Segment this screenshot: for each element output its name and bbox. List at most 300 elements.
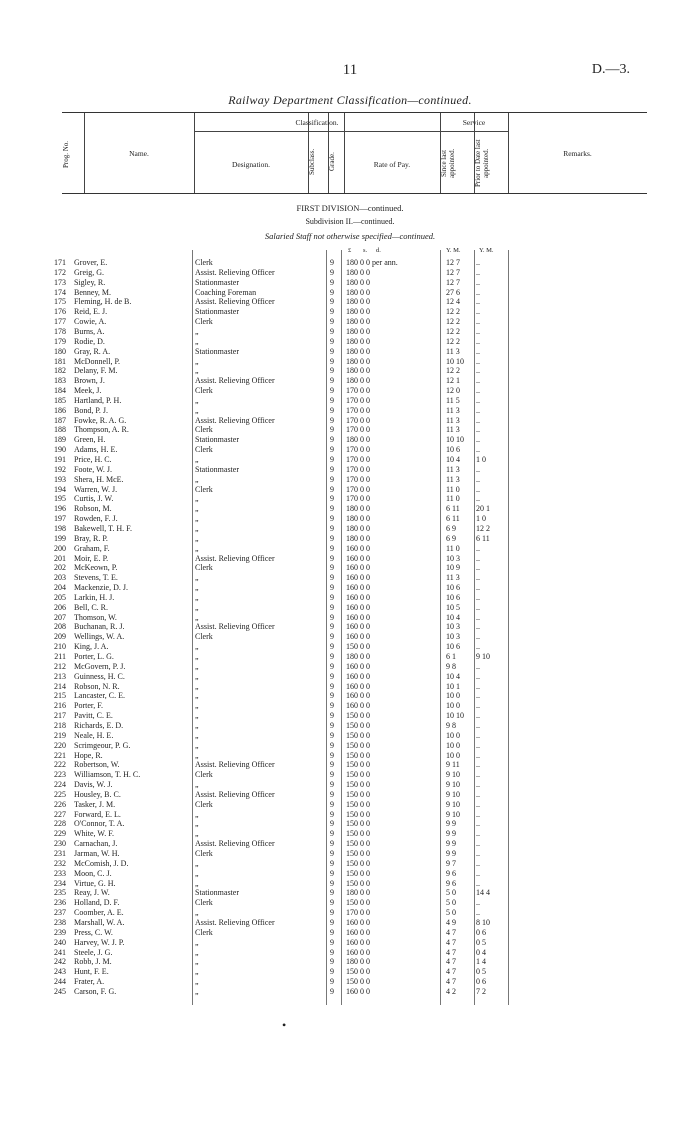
subclass-cell: 9 <box>330 642 334 652</box>
rate-of-pay-cell: 150 0 0 <box>346 642 370 652</box>
rate-of-pay-cell: 180 0 0 <box>346 366 370 376</box>
prior-to-date-cell: 7 2 <box>476 986 486 996</box>
header-prior-to-date: Prior to Date last appointed. <box>474 139 490 187</box>
prog-no-cell: 193 <box>54 474 66 484</box>
name-cell: Hartland, P. H. <box>74 395 122 405</box>
prog-no-cell: 207 <box>54 612 66 622</box>
prior-to-date-cell: .. <box>476 849 480 858</box>
subclass-cell: 9 <box>330 868 334 878</box>
rate-of-pay-cell: 170 0 0 <box>346 455 370 464</box>
unit-pounds: £ <box>348 247 352 254</box>
prog-no-cell: 173 <box>54 277 66 287</box>
prog-no-cell: 231 <box>54 849 66 858</box>
prior-to-date-cell: .. <box>476 612 480 622</box>
table-row <box>0 622 700 632</box>
table-row <box>0 632 700 642</box>
prog-no-cell: 199 <box>54 533 66 543</box>
since-last-cell: 9 10 <box>446 780 460 790</box>
name-cell: Burns, A. <box>74 326 105 336</box>
subclass-cell: 9 <box>330 760 334 770</box>
since-last-cell: 9 10 <box>446 809 460 819</box>
prior-to-date-cell: .. <box>476 464 480 474</box>
name-cell: Fleming, H. de B. <box>74 297 132 307</box>
designation-cell: „ <box>195 819 199 829</box>
since-last-cell: 4 7 <box>446 957 456 967</box>
rate-of-pay-cell: 180 0 0 <box>346 297 370 307</box>
table-row <box>0 494 700 504</box>
prog-no-cell: 171 <box>54 258 66 267</box>
prior-to-date-cell: .. <box>476 386 480 396</box>
page-number: 11 <box>342 62 358 78</box>
header-designation: Designation. <box>231 160 271 169</box>
subclass-cell: 9 <box>330 573 334 583</box>
since-last-cell: 12 2 <box>446 326 460 336</box>
rate-of-pay-cell: 180 0 0 <box>346 326 370 336</box>
since-last-cell: 11 0 <box>446 494 460 504</box>
subclass-cell: 9 <box>330 415 334 425</box>
subclass-cell: 9 <box>330 543 334 553</box>
subclass-cell: 9 <box>330 592 334 602</box>
designation-cell: „ <box>195 809 199 819</box>
designation-cell: Assist. Relieving Officer <box>195 760 275 770</box>
designation-cell: „ <box>195 395 199 405</box>
since-last-cell: 11 3 <box>446 405 460 415</box>
prior-to-date-cell: .. <box>476 711 480 721</box>
rate-of-pay-cell: 170 0 0 <box>346 415 370 425</box>
designation-cell: „ <box>195 356 199 366</box>
prior-to-date-cell: .. <box>476 277 480 287</box>
subclass-cell: 9 <box>330 484 334 494</box>
name-cell: Press, C. W. <box>74 927 113 937</box>
prior-to-date-cell: .. <box>476 642 480 652</box>
designation-cell: Clerk <box>195 484 213 494</box>
name-cell: Reid, E. J. <box>74 307 108 317</box>
rate-of-pay-cell: 160 0 0 <box>346 573 370 583</box>
rate-of-pay-cell: 150 0 0 <box>346 819 370 829</box>
prior-to-date-cell: .. <box>476 287 480 297</box>
designation-cell: „ <box>195 720 199 730</box>
since-last-cell: 10 10 <box>446 356 464 366</box>
table-row <box>0 514 700 524</box>
rate-of-pay-cell: 150 0 0 <box>346 789 370 799</box>
table-row <box>0 839 700 849</box>
table-row <box>0 396 700 406</box>
since-last-cell: 11 3 <box>446 346 460 356</box>
rate-of-pay-cell: 150 0 0 <box>346 740 370 750</box>
header-prog-no: Prog. No. <box>62 140 70 168</box>
prior-to-date-cell: .. <box>476 592 480 602</box>
since-last-cell: 6 9 <box>446 523 456 533</box>
rate-of-pay-cell: 150 0 0 <box>346 760 370 770</box>
prog-no-cell: 229 <box>54 829 66 839</box>
subclass-cell: 9 <box>330 405 334 415</box>
prior-to-date-cell: .. <box>476 701 480 711</box>
prior-to-date-cell: .. <box>476 445 480 455</box>
prior-to-date-cell: .. <box>476 326 480 336</box>
name-cell: Neale, H. E. <box>74 730 114 740</box>
since-last-cell: 4 7 <box>446 967 456 977</box>
subclass-cell: 9 <box>330 326 334 336</box>
since-last-cell: 12 2 <box>446 307 460 317</box>
unit-shillings: s. <box>363 247 368 254</box>
subclass-cell: 9 <box>330 780 334 790</box>
since-last-cell: 10 1 <box>446 681 460 691</box>
name-cell: Guinness, H. C. <box>74 671 125 681</box>
rate-of-pay-cell: 180 0 0 <box>346 514 370 524</box>
rate-of-pay-cell: 180 0 0 <box>346 356 370 366</box>
subclass-cell: 9 <box>330 287 334 297</box>
name-cell: Rodie, D. <box>74 336 105 346</box>
table-row <box>0 760 700 770</box>
prior-to-date-cell: 9 10 <box>476 652 490 661</box>
designation-cell: „ <box>195 592 199 602</box>
since-last-cell: 10 3 <box>446 632 460 642</box>
table-row <box>0 366 700 376</box>
table-row <box>0 288 700 298</box>
unit-ym-since: Y. M. <box>446 247 461 254</box>
table-row <box>0 731 700 741</box>
prog-no-cell: 212 <box>54 661 66 671</box>
since-last-cell: 9 10 <box>446 770 460 780</box>
prior-to-date-cell: .. <box>476 297 480 307</box>
prog-no-cell: 211 <box>54 652 66 661</box>
prog-no-cell: 221 <box>54 750 66 760</box>
subclass-cell: 9 <box>330 661 334 671</box>
rate-of-pay-cell: 150 0 0 <box>346 977 370 987</box>
prog-no-cell: 209 <box>54 632 66 642</box>
rate-of-pay-cell: 160 0 0 <box>346 543 370 553</box>
rate-of-pay-cell: 180 0 0 <box>346 523 370 533</box>
designation-cell: „ <box>195 336 199 346</box>
prog-no-cell: 184 <box>54 386 66 396</box>
rate-of-pay-cell: 150 0 0 <box>346 898 370 908</box>
table-row <box>0 376 700 386</box>
name-cell: Hope, R. <box>74 750 103 760</box>
rate-of-pay-cell: 170 0 0 <box>346 445 370 455</box>
table-row <box>0 859 700 869</box>
designation-cell: „ <box>195 642 199 652</box>
table-row <box>0 337 700 347</box>
prior-to-date-cell: .. <box>476 661 480 671</box>
prog-no-cell: 217 <box>54 711 66 721</box>
rate-of-pay-cell: 160 0 0 <box>346 927 370 937</box>
rate-of-pay-cell: 150 0 0 <box>346 720 370 730</box>
prior-to-date-cell: .. <box>476 435 480 445</box>
prog-no-cell: 179 <box>54 336 66 346</box>
designation-cell: „ <box>195 780 199 790</box>
since-last-cell: 9 10 <box>446 789 460 799</box>
name-cell: King, J. A. <box>74 642 109 652</box>
prior-to-date-cell: .. <box>476 543 480 553</box>
rate-of-pay-cell: 180 0 0 <box>346 652 370 661</box>
subclass-cell: 9 <box>330 622 334 632</box>
table-row <box>0 603 700 613</box>
table-header <box>62 112 647 194</box>
since-last-cell: 10 6 <box>446 592 460 602</box>
prior-to-date-cell: .. <box>476 799 480 809</box>
prior-to-date-cell: .. <box>476 720 480 730</box>
prog-no-cell: 220 <box>54 740 66 750</box>
designation-cell: Assist. Relieving Officer <box>195 376 275 386</box>
subclass-cell: 9 <box>330 789 334 799</box>
designation-cell: „ <box>195 937 199 947</box>
prior-to-date-cell: .. <box>476 346 480 356</box>
subclass-cell: 9 <box>330 750 334 760</box>
name-cell: Green, H. <box>74 435 106 445</box>
prog-no-cell: 198 <box>54 523 66 533</box>
table-row <box>0 662 700 672</box>
table-row <box>0 751 700 761</box>
prog-no-cell: 224 <box>54 780 66 790</box>
table-row <box>0 928 700 938</box>
prior-to-date-cell: .. <box>476 632 480 642</box>
name-cell: Foote, W. J. <box>74 464 113 474</box>
prog-no-cell: 223 <box>54 770 66 780</box>
subclass-cell: 9 <box>330 297 334 307</box>
name-cell: McGovern, P. J. <box>74 661 126 671</box>
subclass-cell: 9 <box>330 908 334 918</box>
name-cell: Scrimgeour, P. G. <box>74 740 131 750</box>
subclass-cell: 9 <box>330 346 334 356</box>
subclass-cell: 9 <box>330 701 334 711</box>
subclass-cell: 9 <box>330 445 334 455</box>
rate-of-pay-cell: 150 0 0 <box>346 839 370 849</box>
prog-no-cell: 233 <box>54 868 66 878</box>
page-title: Railway Department Classification—continued. <box>228 93 472 107</box>
rate-of-pay-cell: 180 0 0 <box>346 336 370 346</box>
prog-no-cell: 204 <box>54 583 66 593</box>
name-cell: McComish, J. D. <box>74 858 129 868</box>
table-row <box>0 780 700 790</box>
table-row <box>0 967 700 977</box>
designation-cell: Assist. Relieving Officer <box>195 267 275 277</box>
rate-of-pay-cell: 150 0 0 <box>346 829 370 839</box>
rate-of-pay-cell: 150 0 0 <box>346 730 370 740</box>
unit-ym-prior: Y. M. <box>479 247 494 254</box>
designation-cell: Clerk <box>195 258 213 267</box>
rate-of-pay-cell: 180 0 0 <box>346 346 370 356</box>
table-row <box>0 642 700 652</box>
name-cell: Lancaster, C. E. <box>74 691 125 701</box>
prior-to-date-cell: .. <box>476 829 480 839</box>
rate-of-pay-cell: 180 0 0 <box>346 307 370 317</box>
table-row <box>0 957 700 967</box>
prog-no-cell: 215 <box>54 691 66 701</box>
rate-of-pay-cell: 160 0 0 <box>346 691 370 701</box>
prog-no-cell: 191 <box>54 455 66 464</box>
table-row <box>0 977 700 987</box>
rate-of-pay-cell: 160 0 0 <box>346 592 370 602</box>
since-last-cell: 5 0 <box>446 888 456 898</box>
prog-no-cell: 238 <box>54 917 66 927</box>
name-cell: Steele, J. G. <box>74 947 113 957</box>
prior-to-date-cell: .. <box>476 671 480 681</box>
prog-no-cell: 214 <box>54 681 66 691</box>
table-row <box>0 475 700 485</box>
since-last-cell: 11 3 <box>446 474 460 484</box>
rate-of-pay-cell: 160 0 0 <box>346 661 370 671</box>
designation-cell: „ <box>195 691 199 701</box>
designation-cell: „ <box>195 514 199 524</box>
prog-no-cell: 201 <box>54 553 66 563</box>
name-cell: Pavitt, C. E. <box>74 711 113 721</box>
name-cell: Forward, E. L. <box>74 809 121 819</box>
designation-cell: Stationmaster <box>195 435 239 445</box>
since-last-cell: 10 6 <box>446 642 460 652</box>
since-last-cell: 10 3 <box>446 622 460 632</box>
subclass-cell: 9 <box>330 602 334 612</box>
rate-of-pay-cell: 160 0 0 <box>346 632 370 642</box>
designation-cell: Clerk <box>195 898 213 908</box>
table-row <box>0 869 700 879</box>
designation-cell: „ <box>195 573 199 583</box>
table-row <box>0 819 700 829</box>
subclass-cell: 9 <box>330 809 334 819</box>
rate-of-pay-cell: 180 0 0 <box>346 376 370 386</box>
subclass-cell: 9 <box>330 849 334 858</box>
rate-of-pay-cell: 160 0 0 <box>346 622 370 632</box>
page-reference: D.—3. <box>591 62 630 77</box>
rate-of-pay-cell: 180 0 0 <box>346 287 370 297</box>
rate-of-pay-cell: 180 0 0 <box>346 277 370 287</box>
table-row <box>0 278 700 288</box>
prog-no-cell: 219 <box>54 730 66 740</box>
subclass-cell: 9 <box>330 888 334 898</box>
designation-cell: „ <box>195 523 199 533</box>
table-row <box>0 445 700 455</box>
designation-cell: „ <box>195 602 199 612</box>
rate-of-pay-cell: 160 0 0 <box>346 553 370 563</box>
prog-no-cell: 228 <box>54 819 66 829</box>
header-classification: Classification. <box>295 118 339 127</box>
prior-to-date-cell: .. <box>476 691 480 701</box>
section-subdivision: Subdivision II.—continued. <box>305 217 395 226</box>
since-last-cell: 9 8 <box>446 661 456 671</box>
designation-cell: „ <box>195 494 199 504</box>
designation-cell: Clerk <box>195 563 213 573</box>
name-cell: Bell, C. R. <box>74 602 109 612</box>
name-cell: Adams, H. E. <box>74 445 118 455</box>
prog-no-cell: 182 <box>54 366 66 376</box>
table-row <box>0 544 700 554</box>
section-division: FIRST DIVISION—continued. <box>296 203 404 213</box>
designation-cell: „ <box>195 740 199 750</box>
since-last-cell: 9 8 <box>446 720 456 730</box>
since-last-cell: 9 7 <box>446 858 456 868</box>
prior-to-date-cell: .. <box>476 258 480 267</box>
table-row <box>0 879 700 889</box>
since-last-cell: 9 9 <box>446 849 456 858</box>
subclass-cell: 9 <box>330 937 334 947</box>
name-cell: Housley, B. C. <box>74 789 121 799</box>
subclass-cell: 9 <box>330 711 334 721</box>
prog-no-cell: 187 <box>54 415 66 425</box>
designation-cell: „ <box>195 750 199 760</box>
prog-no-cell: 183 <box>54 376 66 386</box>
prior-to-date-cell: .. <box>476 583 480 593</box>
subclass-cell: 9 <box>330 799 334 809</box>
name-cell: Davis, W. J. <box>74 780 113 790</box>
table-row <box>0 770 700 780</box>
designation-cell: „ <box>195 711 199 721</box>
designation-cell: Clerk <box>195 849 213 858</box>
prog-no-cell: 180 <box>54 346 66 356</box>
name-cell: Brown, J. <box>74 376 105 386</box>
table-row <box>0 317 700 327</box>
prior-to-date-cell: .. <box>476 839 480 849</box>
name-cell: Thomson, W. <box>74 612 117 622</box>
name-cell: Curtis, J. W. <box>74 494 114 504</box>
since-last-cell: 6 1 <box>446 652 456 661</box>
since-last-cell: 5 0 <box>446 898 456 908</box>
since-last-cell: 4 2 <box>446 986 456 996</box>
prior-to-date-cell: .. <box>476 336 480 346</box>
table-row <box>0 613 700 623</box>
prior-to-date-cell: .. <box>476 819 480 829</box>
prog-no-cell: 192 <box>54 464 66 474</box>
name-cell: White, W. F. <box>74 829 115 839</box>
prog-no-cell: 174 <box>54 287 66 297</box>
since-last-cell: 9 6 <box>446 878 456 888</box>
since-last-cell: 11 0 <box>446 484 460 494</box>
subclass-cell: 9 <box>330 464 334 474</box>
subclass-cell: 9 <box>330 258 334 267</box>
name-cell: O'Connor, T. A. <box>74 819 125 829</box>
table-row <box>0 455 700 465</box>
rate-of-pay-cell: 170 0 0 <box>346 474 370 484</box>
table-row <box>0 573 700 583</box>
prior-to-date-cell: .. <box>476 484 480 494</box>
designation-cell: „ <box>195 829 199 839</box>
rate-of-pay-cell: 180 0 0 <box>346 533 370 543</box>
since-last-cell: 10 5 <box>446 602 460 612</box>
rate-of-pay-cell: 180 0 0 <box>346 267 370 277</box>
prior-to-date-cell: .. <box>476 553 480 563</box>
rate-of-pay-cell: 180 0 0 <box>346 888 370 898</box>
subclass-cell: 9 <box>330 563 334 573</box>
header-subclass: Subclass. <box>308 148 316 176</box>
designation-cell: „ <box>195 858 199 868</box>
rate-of-pay-cell: 160 0 0 <box>346 612 370 622</box>
name-cell: Reay, J. W. <box>74 888 110 898</box>
name-cell: Carnachan, J. <box>74 839 118 849</box>
designation-cell: „ <box>195 908 199 918</box>
name-cell: Jarman, W. H. <box>74 849 120 858</box>
name-cell: Delany, F. M. <box>74 366 118 376</box>
prior-to-date-cell: .. <box>476 602 480 612</box>
table-row <box>0 504 700 514</box>
name-cell: Thompson, A. R. <box>74 425 129 435</box>
subclass-cell: 9 <box>330 336 334 346</box>
prior-to-date-cell: .. <box>476 740 480 750</box>
prog-no-cell: 175 <box>54 297 66 307</box>
rate-of-pay-cell: 160 0 0 <box>346 937 370 947</box>
name-cell: Fowke, R. A. G. <box>74 415 127 425</box>
designation-cell: „ <box>195 681 199 691</box>
table-row <box>0 485 700 495</box>
since-last-cell: 4 7 <box>446 977 456 987</box>
subclass-cell: 9 <box>330 376 334 386</box>
name-cell: Meek, J. <box>74 386 102 396</box>
table-row <box>0 672 700 682</box>
rate-of-pay-cell: 170 0 0 <box>346 908 370 918</box>
rate-of-pay-cell: 150 0 0 <box>346 750 370 760</box>
subclass-cell: 9 <box>330 386 334 396</box>
prog-no-cell: 237 <box>54 908 66 918</box>
designation-cell: „ <box>195 671 199 681</box>
rate-of-pay-cell: 150 0 0 <box>346 967 370 977</box>
since-last-cell: 10 6 <box>446 445 460 455</box>
